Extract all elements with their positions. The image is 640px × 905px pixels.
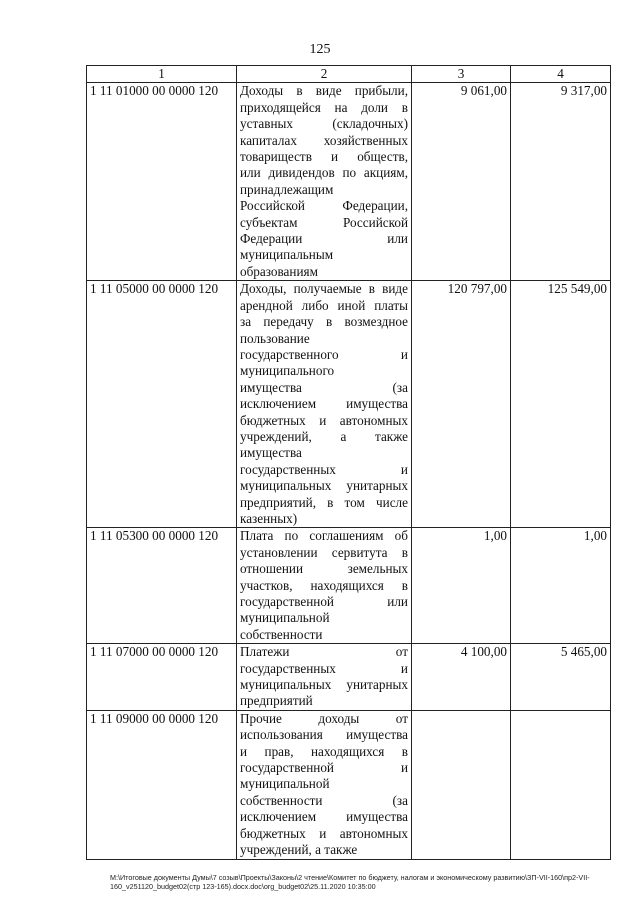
description-line: принадлежащим <box>240 181 334 197</box>
description-line: Российской Федерации, <box>240 198 408 214</box>
column-header-4: 4 <box>511 66 611 83</box>
file-path-footer <box>110 873 620 891</box>
description-line: казенных) <box>240 510 298 526</box>
table-row <box>87 644 611 711</box>
amount-column-4: 1,00 <box>511 528 611 644</box>
page-number: 125 <box>309 42 331 57</box>
footer-line: 160_v251120_budget02(стр 123-165).docx.doc\org_budget02\25.11.2020 10:35:00 <box>110 882 376 891</box>
amount-column-3: 4 100,00 <box>412 644 511 711</box>
description-line: или дивидендов по акциям, <box>240 165 408 181</box>
description-cell <box>237 710 412 859</box>
description-line: Доходы, получаемые в виде <box>240 281 408 297</box>
amount-column-4: 125 549,00 <box>511 281 611 528</box>
description-line: имущества (за <box>240 379 408 395</box>
description-line: образованиям <box>240 263 318 279</box>
description-line: и прав, находящихся в <box>240 743 408 759</box>
table-body <box>87 83 611 859</box>
description-line: арендной либо иной платы <box>240 297 408 313</box>
description-line: муниципальной <box>240 610 330 626</box>
description-cell <box>237 528 412 644</box>
description-line: бюджетных и автономных <box>240 825 408 841</box>
description-line: государственной или <box>240 594 408 609</box>
amount-column-3: 1,00 <box>412 528 511 644</box>
description-line: муниципального <box>240 363 335 379</box>
column-header-1: 1 <box>87 66 237 83</box>
column-header-2: 2 <box>237 66 412 83</box>
budget-table <box>86 65 611 860</box>
budget-code-cell: 1 11 05000 00 0000 120 <box>87 281 237 528</box>
description-line: субъектам Российской <box>240 214 408 230</box>
budget-code-cell: 1 11 09000 00 0000 120 <box>87 710 237 859</box>
description-line: исключением имущества <box>240 809 408 825</box>
description-line: государственной и <box>240 760 408 776</box>
description-line: пользование <box>240 330 310 346</box>
amount-column-4: 9 317,00 <box>511 83 611 281</box>
table-row <box>87 710 611 859</box>
description-line: приходящейся на доли в <box>240 99 408 115</box>
description-line: уставных (складочных) <box>240 116 408 132</box>
description-line: Платежи от <box>240 644 408 660</box>
description-line: участков, находящихся в <box>240 577 408 593</box>
description-cell <box>237 83 412 281</box>
description-line: государственных и <box>240 461 408 477</box>
amount-column-3: 9 061,00 <box>412 83 511 281</box>
description-line: исключением имущества <box>240 396 408 412</box>
footer-line: M:\Итоговые документы Думы\7 созыв\Проекты\Законы\2 чтение\Комитет по бюджету, налогам и экономическому развитию\ЗП-VII-160\пр2-VII- <box>110 873 590 882</box>
description-line: собственности <box>240 626 323 642</box>
description-line: муниципальным <box>240 247 334 263</box>
description-cell <box>237 644 412 711</box>
description-line: Федерации или <box>240 231 408 247</box>
description-line: за передачу в возмездное <box>240 314 408 330</box>
amount-column-4 <box>511 710 611 859</box>
description-line: использования имущества <box>240 727 408 743</box>
table-row <box>87 528 611 644</box>
description-line: Плата по соглашениям об <box>240 528 408 544</box>
description-line: собственности (за <box>240 792 408 808</box>
description-line: государственных и <box>240 660 408 676</box>
amount-column-3 <box>412 710 511 859</box>
description-line: отношении земельных <box>240 561 408 577</box>
description-line: имущества <box>240 445 302 461</box>
budget-code-cell: 1 11 05300 00 0000 120 <box>87 528 237 644</box>
amount-column-4: 5 465,00 <box>511 644 611 711</box>
description-line: капиталах хозяйственных <box>240 132 408 148</box>
description-line: товариществ и обществ, <box>240 149 408 165</box>
table-row <box>87 281 611 528</box>
description-line: муниципальных унитарных <box>240 478 408 494</box>
column-header-3: 3 <box>412 66 511 83</box>
description-line: Прочие доходы от <box>240 710 408 726</box>
table-row <box>87 83 611 281</box>
description-line: учреждений, а также <box>240 842 358 858</box>
description-line: бюджетных и автономных <box>240 412 408 428</box>
amount-column-3: 120 797,00 <box>412 281 511 528</box>
description-line: предприятий <box>240 693 313 709</box>
description-line: муниципальных унитарных <box>240 677 408 693</box>
description-line: установлении сервитута в <box>240 544 408 560</box>
budget-code-cell: 1 11 07000 00 0000 120 <box>87 644 237 711</box>
description-cell <box>237 281 412 528</box>
budget-code-cell: 1 11 01000 00 0000 120 <box>87 83 237 281</box>
description-line: государственного и <box>240 346 408 362</box>
description-line: муниципальной <box>240 776 330 792</box>
description-line: учреждений, а также <box>240 428 408 444</box>
description-line: предприятий, в том числе <box>240 494 408 510</box>
table-header-row <box>87 66 611 83</box>
description-line: Доходы в виде прибыли, <box>240 83 408 99</box>
